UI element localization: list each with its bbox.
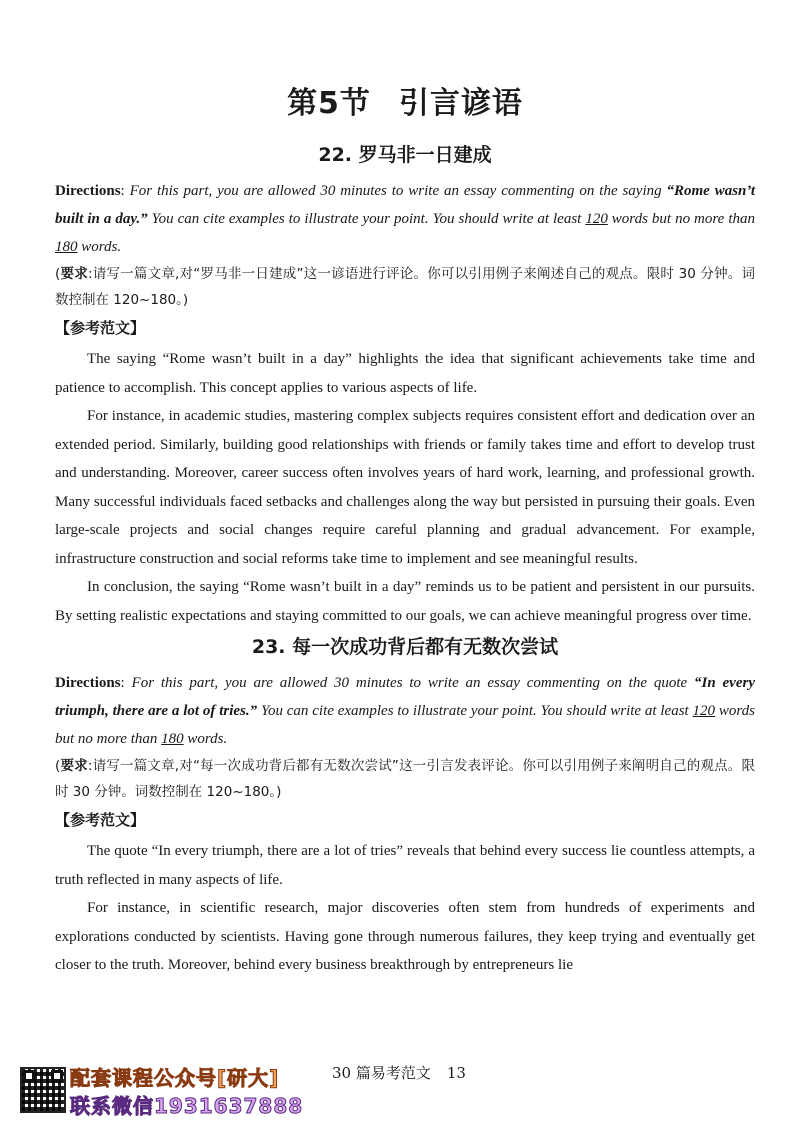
essay-block-23 — [55, 632, 755, 980]
min-words: 120 — [585, 211, 608, 227]
promo-line-1: 配套课程公众号[研大] — [70, 1066, 280, 1090]
essay-block-22 — [55, 140, 755, 630]
promo-line-2: 联系微信1931637888 — [70, 1094, 304, 1118]
directions-mid: You can cite examples to illustrate your point. You should write at least — [257, 703, 693, 719]
directions-colon: : — [120, 675, 125, 691]
essay-paragraph: For instance, in academic studies, mastering complex subjects requires consistent effort and dedication over an extended period. Similarly, building good relationships with friends or family takes time and effort to develop trust and understanding. Moreover, career success often involves years of hard work, learning, and professional growth. Many successful individuals faced setbacks and challenges along the way but persisted in pursuing their goals. Even large-scale projects and social changes require careful planning and gradual advancement. For example, infrastructure construction and social reforms take time to implement and see meaningful results. — [55, 408, 755, 567]
section-title — [55, 78, 755, 122]
essay-title: 22. 罗马非一日建成 — [318, 144, 492, 166]
directions-text — [55, 177, 755, 261]
page-footer — [332, 1062, 466, 1083]
essay-quote: “In every triumph, there are a lot of tries.” — [55, 675, 755, 719]
reference-label: 【参考范文】 — [55, 319, 146, 337]
req-label: 要求 — [60, 266, 88, 282]
essay-paragraph: For instance, in scientific research, major discoveries often stem from hundreds of experiments and explorations conducted by scientists. Having gone through numerous failures, they keep trying and eventually get closer to the truth. Moreover, behind every business breakthrough by entrepreneurs lie — [55, 900, 755, 973]
req-open: ( — [55, 758, 61, 774]
directions-pre: For this part, you are allowed 30 minutes to write an essay commenting on the quote — [124, 675, 694, 691]
essay-quote: “Rome wasn’t built in a day.” — [55, 183, 755, 227]
max-words: 180 — [161, 731, 184, 747]
directions-text — [55, 669, 755, 753]
essay-paragraph: The saying “Rome wasn’t built in a day” highlights the idea that significant achievements take time and patience to accomplish. This concept applies to various aspects of life. — [55, 351, 755, 396]
page-number: 13 — [446, 1064, 466, 1082]
req-body: :请写一篇文章,对“每一次成功背后都有无数次尝试”这一引言发表评论。你可以引用例子来阐明自己的观点。限时 30 分钟。词数控制在 120~180。) — [55, 758, 756, 800]
directions-colon: : — [120, 183, 125, 199]
qr-code-icon — [20, 1067, 66, 1113]
req-body: :请写一篇文章,对“罗马非一日建成”这一谚语进行评论。你可以引用例子来阐述自己的观点。限时 30 分钟。词数控制在 120~180。) — [55, 266, 756, 308]
directions-mid2: words but no more than — [607, 211, 755, 227]
directions-label: Directions — [55, 183, 121, 199]
page-content — [55, 78, 755, 980]
section-number: 第5节 — [287, 86, 371, 121]
directions-pre: For this part, you are allowed 30 minutes to write an essay commenting on the saying — [124, 183, 667, 199]
essay-title: 23. 每一次成功背后都有无数次尝试 — [251, 636, 559, 658]
directions-end: words. — [77, 239, 122, 255]
req-label: 要求 — [60, 758, 88, 774]
directions-mid2: words but no more than — [55, 703, 755, 747]
footer-book-title: 30 篇易考范文 — [332, 1064, 431, 1082]
requirement-text — [55, 261, 755, 313]
req-open: ( — [55, 266, 61, 282]
directions-label: Directions — [55, 675, 121, 691]
essay-paragraph: The quote “In every triumph, there are a lot of tries” reveals that behind every success lie countless attempts, a truth reflected in many aspects of life. — [55, 843, 755, 888]
directions-mid: You can cite examples to illustrate your point. You should write at least — [147, 211, 586, 227]
section-name: 引言谚语 — [398, 86, 523, 121]
max-words: 180 — [55, 239, 78, 255]
requirement-text — [55, 753, 755, 805]
reference-label: 【参考范文】 — [55, 811, 146, 829]
essay-paragraph: In conclusion, the saying “Rome wasn’t built in a day” reminds us to be patient and persistent in our pursuits. By setting realistic expectations and staying committed to our goals, we can achieve meaningful progress over time. — [55, 579, 755, 624]
min-words: 120 — [692, 703, 716, 719]
directions-end: words. — [183, 731, 228, 747]
